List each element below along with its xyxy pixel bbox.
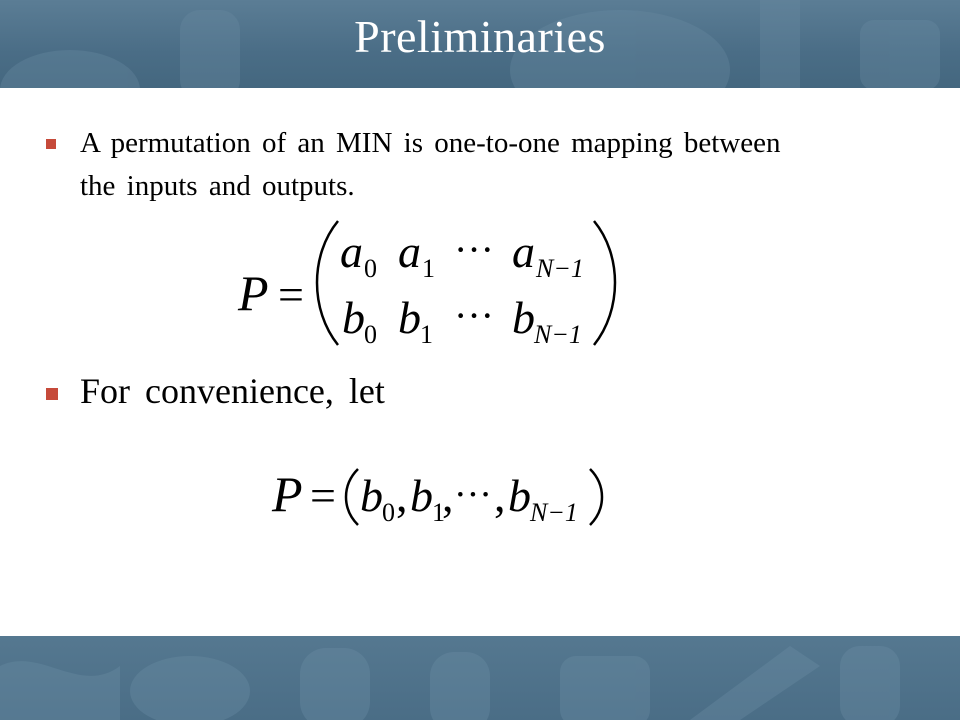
eq2-lhs: P bbox=[272, 466, 303, 522]
eq2-b1: b bbox=[410, 470, 433, 521]
eq2-b0-sub: 0 bbox=[382, 498, 395, 527]
footer-decoration bbox=[0, 636, 960, 720]
eq1-bN-sub: N−1 bbox=[534, 320, 582, 349]
eq2-left-paren bbox=[346, 469, 358, 525]
slide-footer bbox=[0, 636, 960, 720]
eq2-right-paren bbox=[590, 469, 602, 525]
eq2-dots: ··· bbox=[454, 474, 492, 516]
eq2-equals: = bbox=[310, 470, 336, 521]
permutation-matrix-equation bbox=[230, 215, 630, 350]
eq1-b0-sub: 0 bbox=[364, 320, 377, 349]
eq1-equals: = bbox=[278, 269, 304, 320]
eq1-a1-sub: 1 bbox=[422, 254, 435, 283]
bullet-marker bbox=[46, 388, 58, 400]
bullet-text: For convenience, let bbox=[80, 371, 385, 411]
eq1-a1: a bbox=[398, 226, 421, 277]
eq2-comma: , bbox=[494, 470, 506, 521]
eq2-bN-sub: N−1 bbox=[530, 498, 578, 527]
eq1-a0: a bbox=[340, 226, 363, 277]
eq1-b1-sub: 1 bbox=[420, 320, 433, 349]
left-paren bbox=[317, 221, 338, 345]
eq2-comma: , bbox=[396, 470, 408, 521]
slide-header bbox=[0, 0, 960, 88]
eq1-b0: b bbox=[342, 292, 365, 343]
eq2-b1-sub: 1 bbox=[432, 498, 445, 527]
eq1-aN: a bbox=[512, 226, 535, 277]
eq1-aN-sub: N−1 bbox=[536, 254, 584, 283]
permutation-tuple-equation bbox=[268, 465, 628, 535]
eq1-b-dots: ··· bbox=[454, 293, 494, 338]
eq1-b1: b bbox=[398, 292, 421, 343]
eq2-b0: b bbox=[360, 470, 383, 521]
eq1-a0-sub: 0 bbox=[364, 254, 377, 283]
eq1-bN: b bbox=[512, 292, 535, 343]
eq1-lhs: P bbox=[238, 265, 269, 321]
slide-title: Preliminaries bbox=[354, 11, 606, 62]
eq1-a-dots: ··· bbox=[454, 227, 494, 272]
bullet-marker bbox=[46, 139, 56, 149]
bullet-text: A permutation of an MIN is one-to-one mapping between the inputs and outputs. bbox=[80, 127, 781, 202]
eq2-comma: , bbox=[442, 470, 454, 521]
eq2-bN: b bbox=[508, 470, 531, 521]
right-paren bbox=[594, 221, 615, 345]
